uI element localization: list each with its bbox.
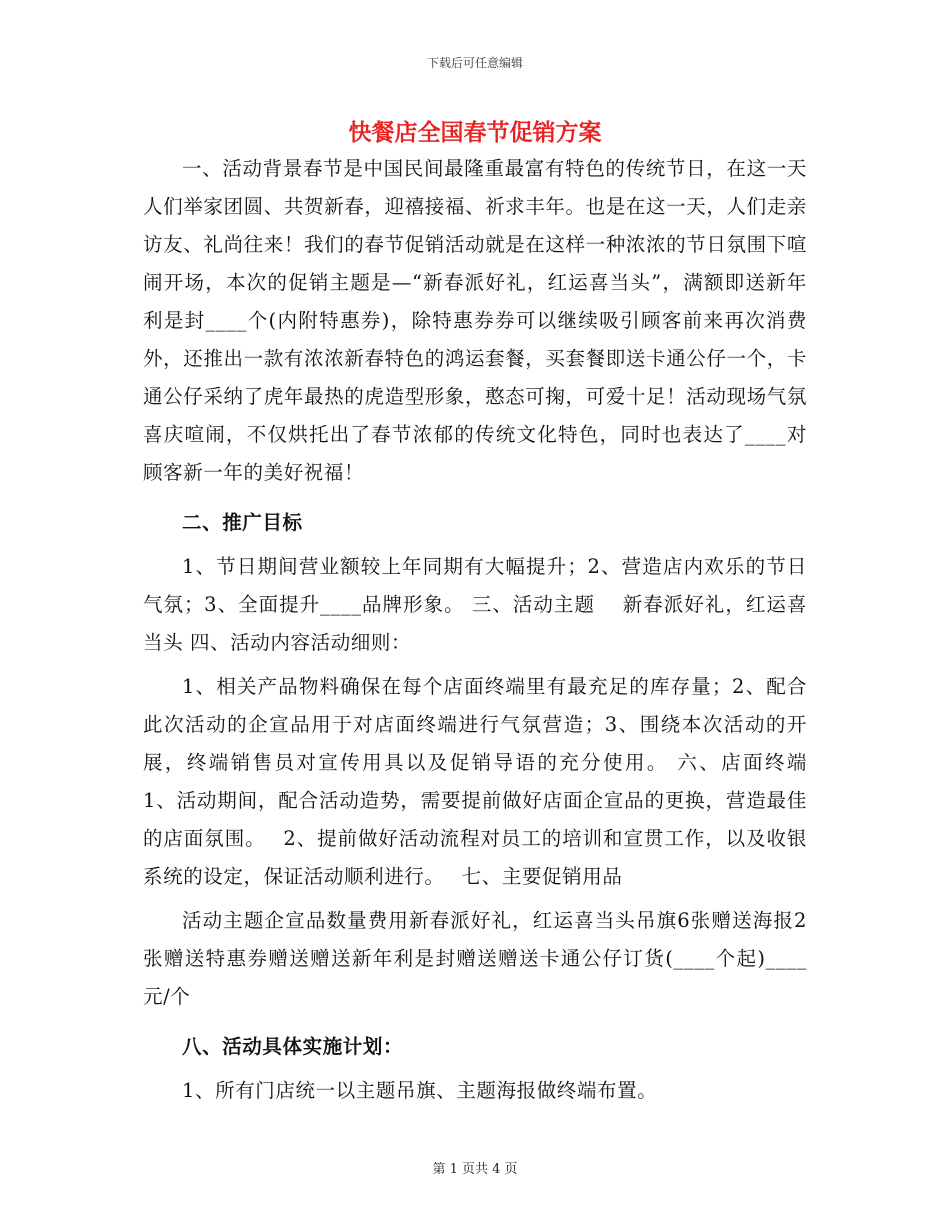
paragraph-background: 一、活动背景春节是中国民间最隆重最富有特色的传统节日，在这一天人们举家团圆、共贺新春，迎禧接福、祈求丰年。也是在这一天，人们走亲访友、礼尚往来！我们的春节促销活动就是在这样一种浓浓的节日氛围下喧闹开场，本次的促销主题是—“新春派好礼，红运喜当头”，满额即送新年利是封____个(内附特惠券)，除特惠券券可以继续吸引顾客前来再次消费外，还推出一款有浓浓新春特色的鸿运套餐，买套餐即送卡通公仔一个，卡通公仔采纳了虎年最热的虎造型形象，憨态可掬，可爱十足！活动现场气氛喜庆喧闹，不仅烘托出了春节浓郁的传统文化特色，同时也表达了____对顾客新一年的美好祝福！ [143, 157, 807, 484]
document-body [143, 150, 834, 1110]
heading-implementation-plan: 八、活动具体实施计划： [182, 1035, 404, 1058]
heading-promotion-goal: 二、推广目标 [182, 511, 303, 534]
paragraph-promo-items: 活动主题企宣品数量费用新春派好礼，红运喜当头吊旗6张赠送海报2张赠送特惠券赠送赠送新年利是封赠送赠送卡通公仔订货(____个起)____元/个 [143, 909, 807, 1008]
document-title: 快餐店全国春节促销方案 [348, 119, 602, 146]
paragraph-goals-theme: 1、节日期间营业额较上年同期有大幅提升；2、营造店内欢乐的节日气氛；3、全面提升____品牌形象。 三、活动主题 新春派好礼，红运喜当头 四、活动内容活动细则： [143, 555, 807, 654]
page-number: 第 1 页共 4 页 [432, 1162, 518, 1177]
paragraph-plan-item-1: 1、所有门店统一以主题吊旗、主题海报做终端布置。 [182, 1079, 658, 1102]
header-note: 下载后可任意编辑 [426, 56, 523, 70]
paragraph-details-terminal: 1、相关产品物料确保在每个店面终端里有最充足的库存量；2、配合此次活动的企宣品用于对店面终端进行气氛营造；3、围绕本次活动的开展，终端销售员对宣传用具以及促销导语的充分使用。 六、店面终端 1、活动期间，配合活动造势，需要提前做好店面企宣品的更换，营造最佳的店面氛围。 2、提前做好活动流程对员工的培训和宣贯工作，以及收银系统的设定，保证活动顺利进行。 七、主要促销用品 [143, 675, 834, 888]
